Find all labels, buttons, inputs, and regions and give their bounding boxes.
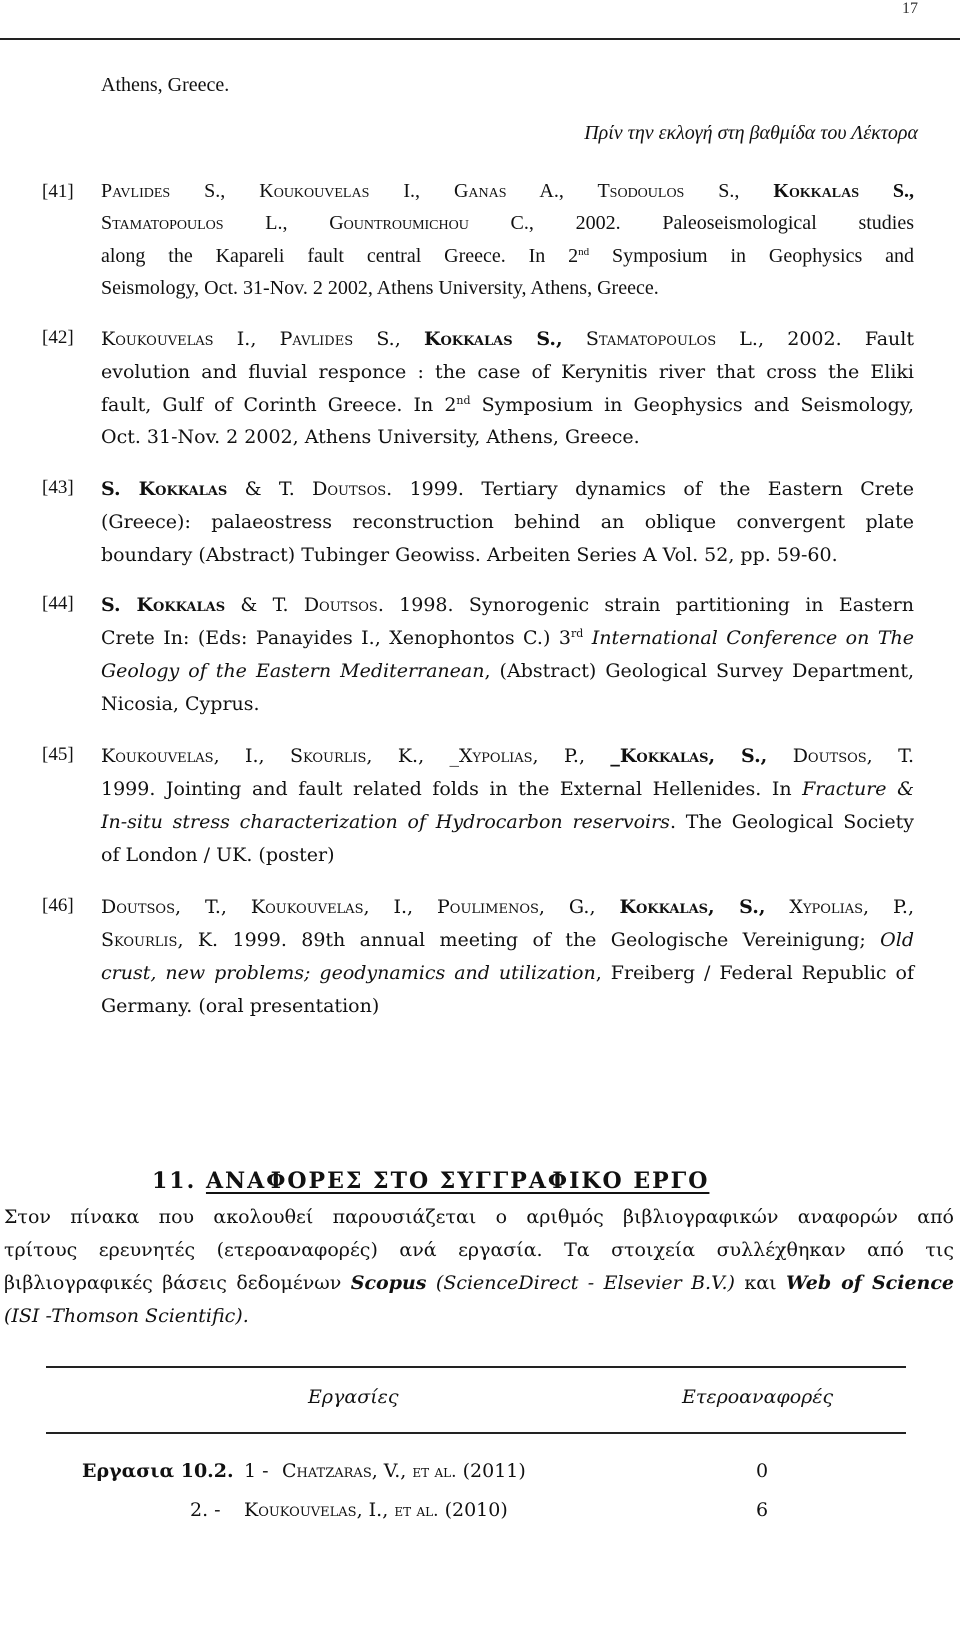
author-highlight: S. Kokkalas [101,594,226,616]
paragraph-text: και [734,1272,786,1294]
author: Stamatopoulos L., [585,328,765,350]
row-number: 2. - [190,1499,221,1521]
reference-text: International Conference on The [583,627,914,649]
section-title: ΑΝΑΦΟΡΕΣ ΣΤΟ ΣΥΓΓΡΑΦΙΚΟ ΕΡΓΟ [205,1168,710,1194]
row-author [244,1497,508,1525]
reference-41-line [101,210,914,237]
row-number: 1 - [244,1460,269,1482]
reference-43-line: (Greece): palaeostress reconstruction behind an oblique convergent plate [101,511,914,533]
reference-46-line [101,927,914,954]
reference-43-line [101,476,914,503]
paragraph-text: βιβλιογραφικές βάσεις δεδομένων [4,1272,351,1294]
author: Poulimenos, G., [437,896,596,918]
row-etal: et al. [412,1462,457,1482]
reference-44-line [101,658,914,685]
column-header-works: Εργασίες [308,1386,399,1408]
database-name: Scopus [350,1272,427,1294]
continuation-text: Athens, Greece. [101,74,230,96]
reference-text: , Freiberg / Federal Republic of [595,962,914,984]
reference-text: 1999. Jointing and fault related folds in the External Hellenides. In [101,778,803,800]
reference-text: 1999. Tertiary dynamics of the Eastern Crete [392,478,914,500]
paragraph-line: τρίτους ερευνητές (ετεροαναφορές) ανά εργασία. Τα στοιχεία συλλέχθηκαν από τις [4,1239,954,1261]
reference-text: 1998. Synorogenic strain partitioning in Eastern [383,594,914,616]
author: Skourlis, K., [289,745,425,767]
reference-text: 2002. Fault [787,328,915,350]
author: Pavlides S., [279,328,401,350]
author: Xypolias, P., [789,896,914,918]
reference-text: , (Abstract) Geological Survey Department, [484,660,914,682]
section-number: 11. [152,1168,197,1194]
paragraph-line: Στον πίνακα που ακολουθεί παρουσιάζεται ο αριθμός βιβλιογραφικών αναφορών από [4,1206,954,1228]
author: Doutsos, T. [792,745,915,767]
paragraph-line: (ISI -Thomson Scientific). [4,1305,249,1327]
author: Koukouvelas I., [259,180,420,202]
author: Tsodoulos S., [597,180,740,202]
header-rule [0,38,960,40]
reference-text: crust, new problems; geodynamics and utilization [101,962,596,984]
table-group-label: Εργασια 10.2. [82,1460,234,1482]
author-highlight: _Kokkalas, S., [610,745,768,767]
table-top-rule [46,1366,906,1368]
reference-42-line: evolution and fluvial responce : the case of Kerynitis river that cross the Eliki [101,361,914,383]
period-note: Πρίν την εκλογή στη βαθμίδα του Λέκτορα [584,122,918,144]
author: Koukouvelas, I., [250,896,414,918]
reference-45-line [101,776,914,803]
reference-44-line [101,592,914,619]
row-citation-count: 6 [756,1499,769,1521]
author: Doutsos, T., [101,896,227,918]
author: T. Doutsos. [272,594,384,616]
reference-text: Symposium in Geophysics and Seismology, [470,394,914,416]
reference-42-line: Oct. 31-Nov. 2 2002, Athens University, Athens, Greece. [101,426,640,448]
reference-41-line [101,243,914,270]
reference-45-authors [101,743,914,770]
reference-44-line: Nicosia, Cyprus. [101,693,260,715]
reference-text: fault, Gulf of Corinth Greece. In 2 [101,394,457,416]
table-header-rule [46,1432,906,1434]
reference-text: Crete In: (Eds: Panayides I., Xenophontos C.) 3 [101,627,571,649]
reference-number: [44] [42,593,74,614]
row-author-name: Koukouvelas, I., [244,1499,389,1521]
reference-text: & [225,594,273,616]
row-etal: et al. [394,1501,439,1521]
reference-45-line [101,809,914,836]
author: T. Doutsos. [278,478,393,500]
row-citation-count: 0 [756,1460,769,1482]
section-heading [152,1168,709,1194]
row-year: (2010) [444,1499,508,1521]
reference-text: & [227,478,279,500]
author: Stamatopoulos L., [101,212,288,234]
reference-42-authors [101,326,914,353]
reference-number: [42] [42,327,74,348]
reference-number: [41] [42,181,74,202]
author: Koukouvelas I., [101,328,257,350]
reference-41-line: Seismology, Oct. 31-Nov. 2 2002, Athens University, Athens, Greece. [101,277,659,299]
reference-44-line [101,625,914,652]
row-author-name: Chatzaras, V., [282,1460,407,1482]
reference-43-line: boundary (Abstract) Tubinger Geowiss. Arbeiten Series A Vol. 52, pp. 59-60. [101,544,838,566]
superscript: nd [578,246,590,258]
author-highlight: Kokkalas S., [423,328,563,350]
database-name: Web of Science [785,1272,955,1294]
reference-text: . The Geological Society [669,811,914,833]
reference-46-authors [101,894,914,921]
author-highlight: Kokkalas S., [773,180,915,202]
paragraph-text: (ScienceDirect - Elsevier B.V.) [426,1272,735,1294]
page-number: 17 [902,0,918,17]
reference-number: [43] [42,477,74,498]
author: Ganas A., [453,180,564,202]
reference-text: Symposium in Geophysics and [589,245,914,267]
reference-number: [45] [42,744,74,765]
superscript: rd [570,627,584,640]
superscript: nd [456,394,471,407]
column-header-citations: Ετεροαναφορές [682,1386,834,1408]
reference-text: along the Kapareli fault central Greece. In 2 [101,245,579,267]
author-highlight: Kokkalas, S., [619,896,766,918]
reference-41-authors [101,178,914,205]
author-highlight: S. Kokkalas [101,478,228,500]
reference-42-line [101,392,914,419]
reference-45-line: of London / UK. (poster) [101,844,335,866]
author: Pavlides S., [101,180,226,202]
reference-number: [46] [42,895,74,916]
row-year: (2011) [462,1460,526,1482]
paragraph-line [4,1270,954,1297]
reference-text: Fracture & [802,778,914,800]
reference-text: In-situ stress characterization of Hydrocarbon reservoirs [101,811,670,833]
author: Skourlis, K. [101,929,219,951]
author: _Xypolias, P., [449,745,585,767]
reference-text: Geology of the Eastern Mediterranean [101,660,485,682]
reference-46-line: Germany. (oral presentation) [101,995,380,1017]
reference-text: 2002. Paleoseismological studies [575,212,915,234]
reference-text: 1999. 89th annual meeting of the Geologische Vereinigung; [218,929,881,951]
row-author [282,1458,526,1486]
author: Koukouvelas, I., [101,745,265,767]
reference-46-line [101,960,914,987]
author: Gountroumichou C., [329,212,534,234]
reference-text: Old [880,929,914,951]
